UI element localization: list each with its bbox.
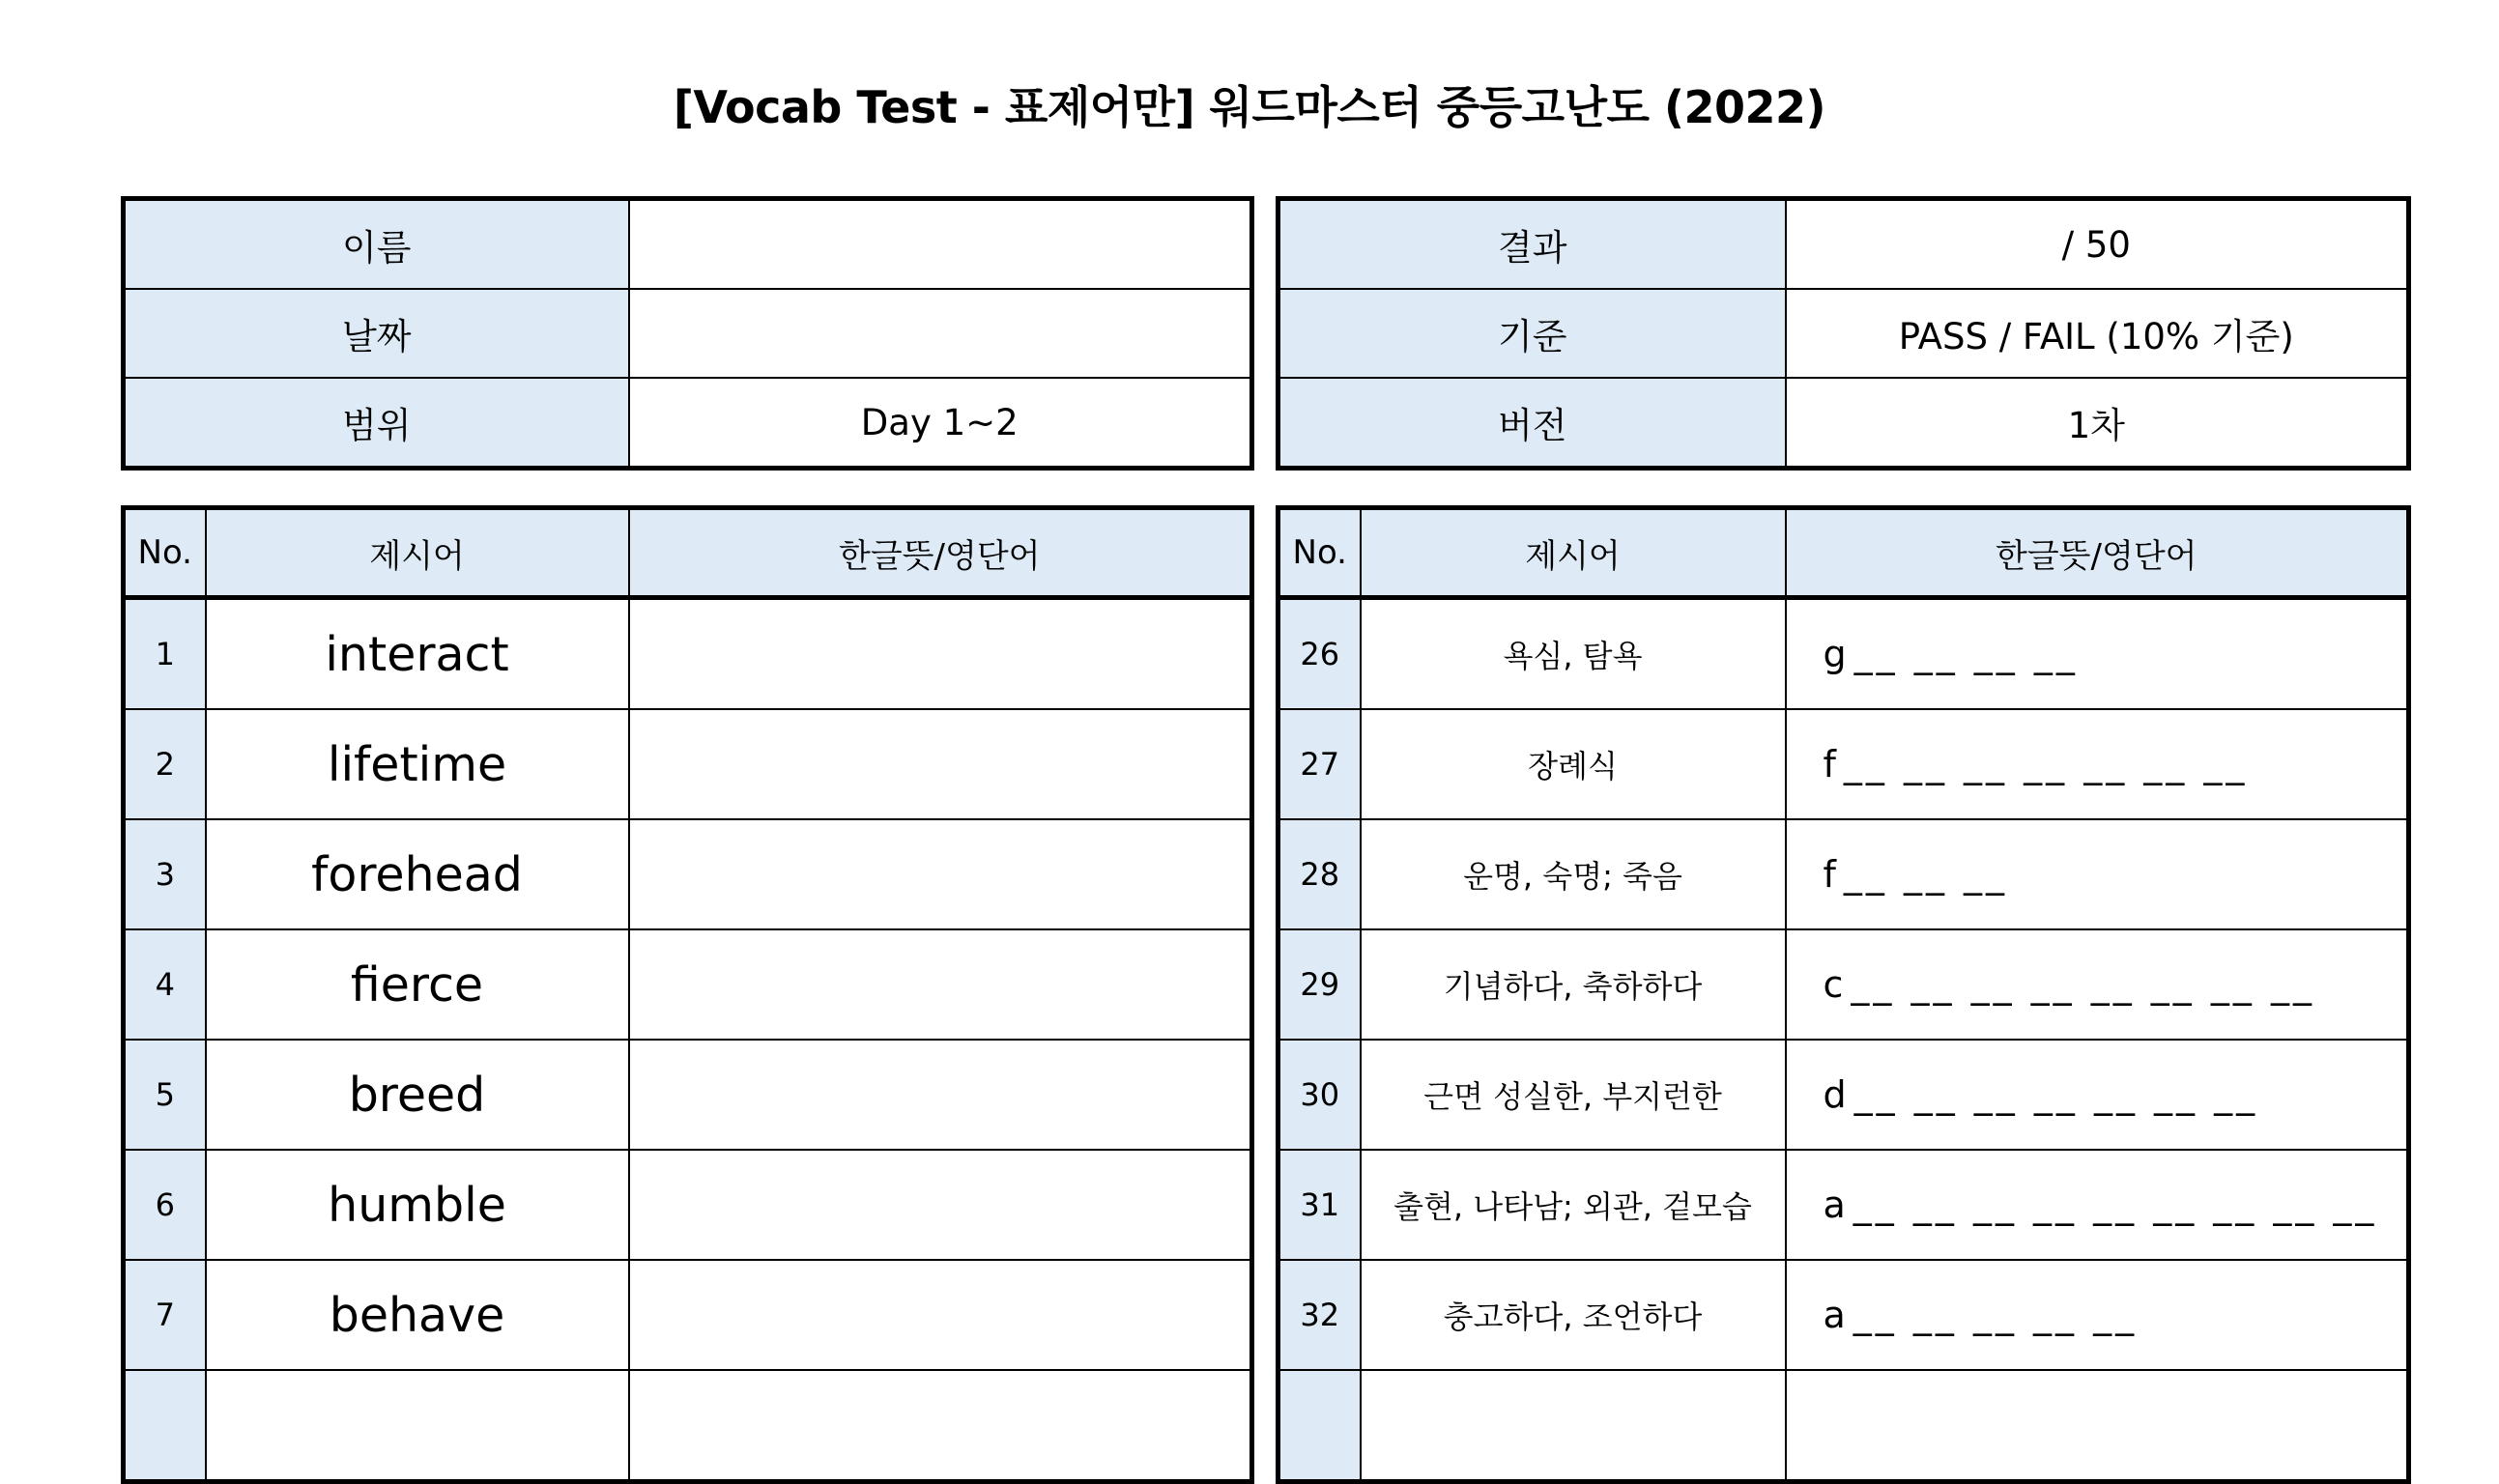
hint-blanks: __ __ __ (1843, 853, 2009, 896)
answer-field[interactable] (1786, 929, 2409, 1040)
name-field[interactable] (629, 199, 1252, 290)
answer-field[interactable] (629, 598, 1252, 710)
answer-field[interactable] (629, 819, 1252, 929)
table-row (1278, 709, 2409, 819)
version-value: 1차 (1786, 378, 2409, 469)
table-row (124, 1150, 1252, 1260)
info-row-criteria (1278, 289, 2409, 378)
hint-blanks: __ __ __ __ __ __ __ __ (1851, 963, 2315, 1006)
table-row (124, 709, 1252, 819)
prompt-word: breed (206, 1040, 629, 1150)
word-table-left (121, 505, 1254, 1484)
result-info-table (1276, 196, 2411, 471)
info-row-range (124, 378, 1252, 469)
prompt-word (206, 1370, 629, 1482)
row-number: 3 (124, 819, 206, 929)
header-prompt: 제시어 (1361, 508, 1786, 598)
info-row-name (124, 199, 1252, 290)
word-table-right (1276, 505, 2411, 1484)
row-number: 27 (1278, 709, 1361, 819)
answer-field[interactable] (629, 929, 1252, 1040)
table-row (124, 819, 1252, 929)
prompt-meaning: 근면 성실한, 부지런한 (1361, 1040, 1786, 1150)
result-value[interactable]: / 50 (1786, 199, 2409, 290)
hint-blanks: __ __ __ __ __ __ __ (1853, 1073, 2259, 1116)
info-row-date (124, 289, 1252, 378)
student-info-table (121, 196, 1254, 471)
row-number (1278, 1370, 1361, 1482)
hint-blanks: __ __ __ __ __ __ __ __ __ (1853, 1184, 2378, 1226)
answer-field[interactable] (1786, 1260, 2409, 1370)
info-row-version (1278, 378, 2409, 469)
row-number: 4 (124, 929, 206, 1040)
prompt-meaning: 기념하다, 축하하다 (1361, 929, 1786, 1040)
criteria-label: 기준 (1278, 289, 1786, 378)
answer-field[interactable] (629, 1370, 1252, 1482)
result-label: 결과 (1278, 199, 1786, 290)
hint-blanks: __ __ __ __ __ __ __ (1843, 743, 2249, 785)
answer-field[interactable] (1786, 709, 2409, 819)
range-value: Day 1~2 (629, 378, 1252, 469)
prompt-meaning: 운명, 숙명; 죽음 (1361, 819, 1786, 929)
hint-letter: d (1823, 1073, 1847, 1116)
row-number: 32 (1278, 1260, 1361, 1370)
row-number: 30 (1278, 1040, 1361, 1150)
prompt-word: lifetime (206, 709, 629, 819)
table-row (1278, 929, 2409, 1040)
header-no: No. (124, 508, 206, 598)
date-field[interactable] (629, 289, 1252, 378)
hint-letter: a (1823, 1184, 1846, 1226)
answer-field[interactable] (1786, 1370, 2409, 1482)
version-label: 버전 (1278, 378, 1786, 469)
answer-field[interactable] (629, 1150, 1252, 1260)
row-number: 31 (1278, 1150, 1361, 1260)
prompt-word: forehead (206, 819, 629, 929)
row-number: 29 (1278, 929, 1361, 1040)
answer-field[interactable] (1786, 598, 2409, 710)
prompt-word: humble (206, 1150, 629, 1260)
answer-field[interactable] (1786, 819, 2409, 929)
header-prompt: 제시어 (206, 508, 629, 598)
answer-field[interactable] (1786, 1040, 2409, 1150)
row-number: 5 (124, 1040, 206, 1150)
row-number: 6 (124, 1150, 206, 1260)
answer-field[interactable] (629, 1040, 1252, 1150)
table-row-partial (124, 1370, 1252, 1482)
table-row (1278, 1040, 2409, 1150)
answer-field[interactable] (629, 1260, 1252, 1370)
row-number (124, 1370, 206, 1482)
table-row-partial (1278, 1370, 2409, 1482)
hint-letter: a (1823, 1294, 1846, 1336)
table-row (124, 929, 1252, 1040)
table-row (1278, 598, 2409, 710)
prompt-word: fierce (206, 929, 629, 1040)
header-no: No. (1278, 508, 1361, 598)
row-number: 28 (1278, 819, 1361, 929)
table-row (1278, 1260, 2409, 1370)
prompt-meaning: 욕심, 탐욕 (1361, 598, 1786, 710)
answer-field[interactable] (1786, 1150, 2409, 1260)
table-row (1278, 1150, 2409, 1260)
range-label: 범위 (124, 378, 629, 469)
table-row (124, 1040, 1252, 1150)
table-row (1278, 819, 2409, 929)
table-row (124, 1260, 1252, 1370)
header-answer: 한글뜻/영단어 (629, 508, 1252, 598)
word-table-header (124, 508, 1252, 598)
hint-letter: f (1823, 743, 1836, 785)
prompt-meaning: 출현, 나타남; 외관, 겉모습 (1361, 1150, 1786, 1260)
prompt-word: behave (206, 1260, 629, 1370)
row-number: 26 (1278, 598, 1361, 710)
row-number: 7 (124, 1260, 206, 1370)
info-row-result (1278, 199, 2409, 290)
row-number: 2 (124, 709, 206, 819)
hint-letter: f (1823, 853, 1836, 896)
hint-blanks: __ __ __ __ __ (1853, 1294, 2139, 1336)
hint-letter: g (1823, 633, 1847, 675)
word-table-header (1278, 508, 2409, 598)
header-answer: 한글뜻/영단어 (1786, 508, 2409, 598)
row-number: 1 (124, 598, 206, 710)
hint-blanks: __ __ __ __ (1853, 633, 2079, 675)
page-title: [Vocab Test - 표제어만] 워드마스터 중등고난도 (2022) (673, 81, 1826, 133)
answer-field[interactable] (629, 709, 1252, 819)
table-row (124, 598, 1252, 710)
hint-letter: c (1823, 963, 1844, 1006)
name-label: 이름 (124, 199, 629, 290)
prompt-word: interact (206, 598, 629, 710)
prompt-meaning: 장례식 (1361, 709, 1786, 819)
criteria-value: PASS / FAIL (10% 기준) (1786, 289, 2409, 378)
prompt-meaning (1361, 1370, 1786, 1482)
date-label: 날짜 (124, 289, 629, 378)
prompt-meaning: 충고하다, 조언하다 (1361, 1260, 1786, 1370)
